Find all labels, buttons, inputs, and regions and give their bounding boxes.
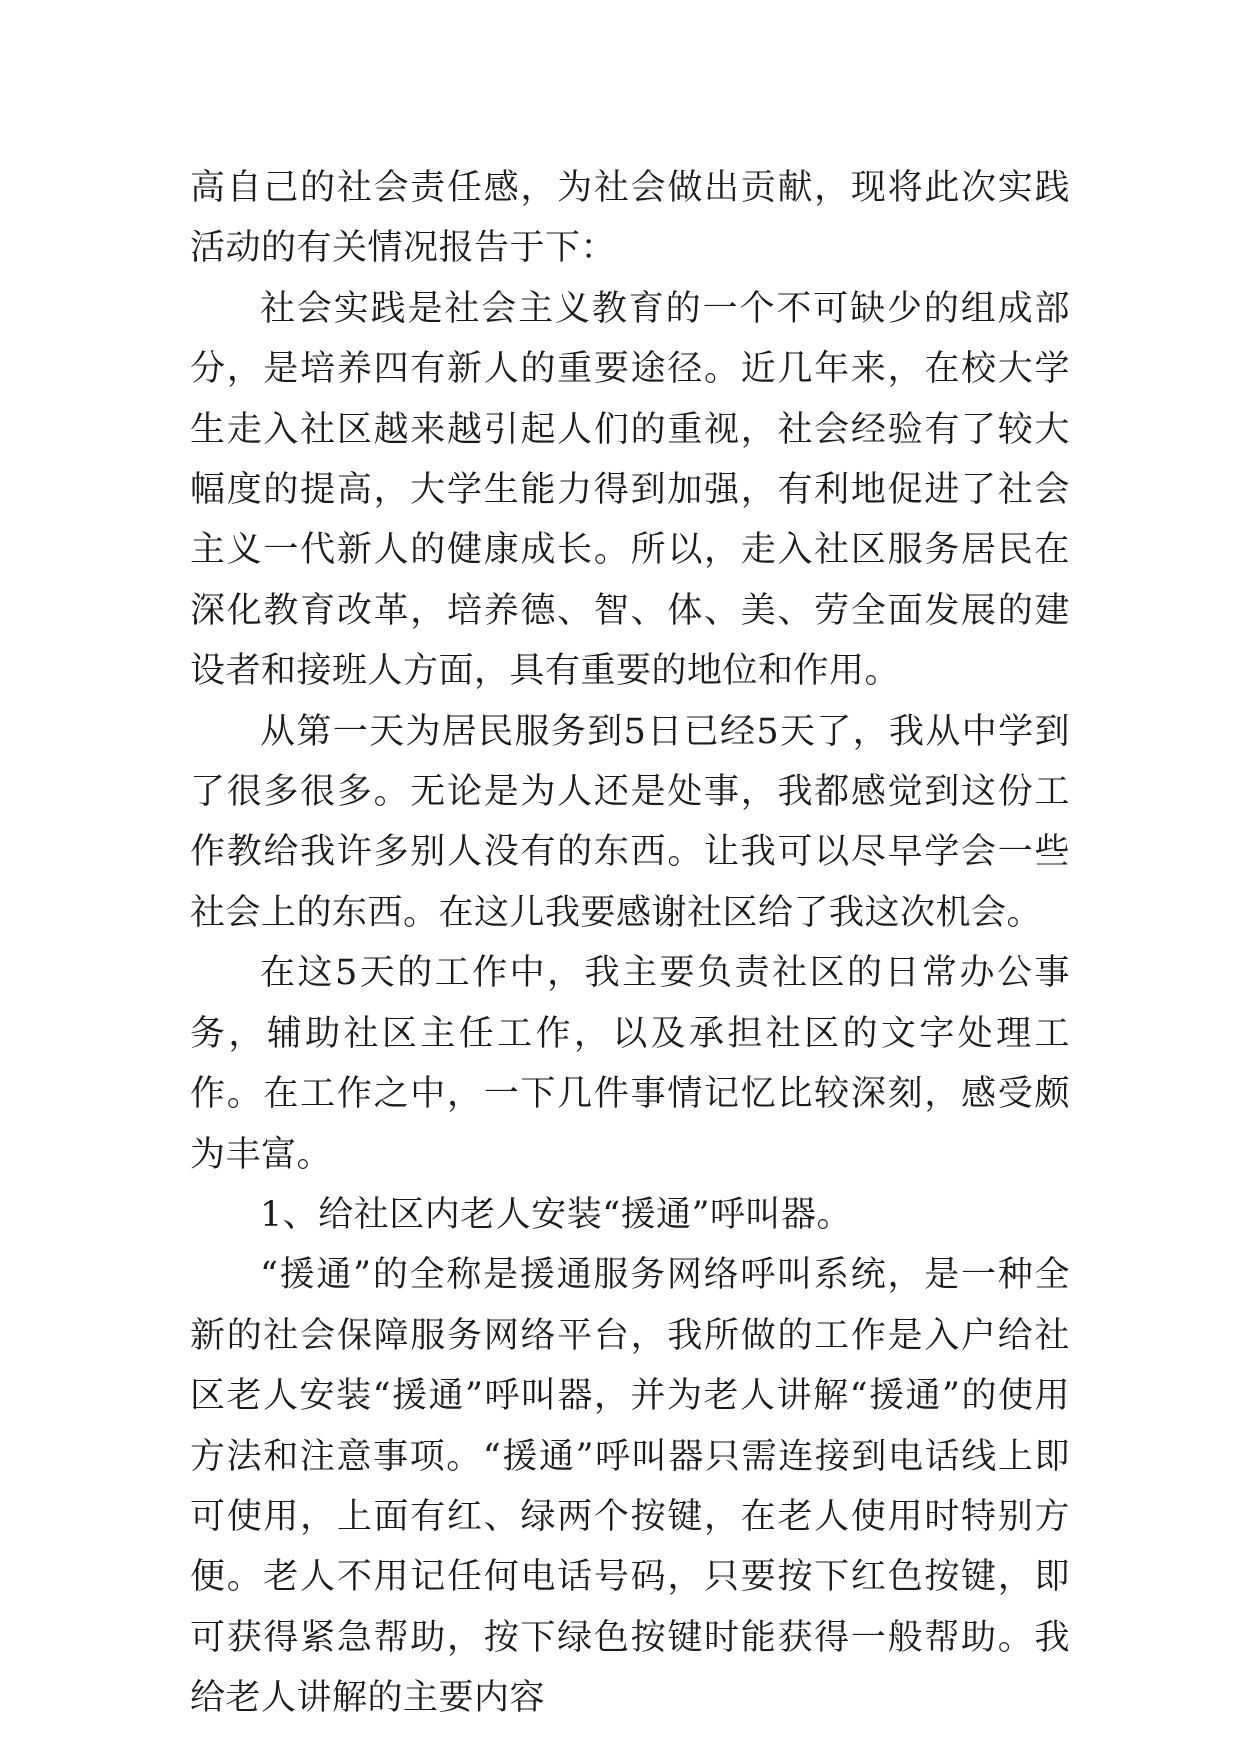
section-heading-yuantong: 1、给社区内老人安装“援通”呼叫器。 — [260, 1194, 853, 1235]
document-body — [190, 158, 1070, 1729]
paragraph-first-day: 从第一天为居民服务到5日已经5天了，我从中学到了很多很多。无论是为人还是处事，我都感觉到这份工作教给我许多别人没有的东西。让我可以尽早学会一些社会上的东西。在这儿我要感谢社区给了我这次机会。 — [190, 711, 1070, 933]
paragraph-yuantong-description: “援通”的全称是援通服务网络呼叫系统，是一种全新的社会保障服务网络平台，我所做的工作是入户给社区老人安装“援通”呼叫器，并为老人讲解“援通”的使用方法和注意事项。“援通”呼叫器只需连接到电话线上即可使用，上面有红、绿两个按键，在老人使用时特别方便。老人不用记任何电话号码，只要按下红色按键，即可获得紧急帮助，按下绿色按键时能获得一般帮助。我给老人讲解的主要内容 — [190, 1255, 1070, 1719]
paragraph-continuation: 高自己的社会责任感，为社会做出贡献，现将此次实践活动的有关情况报告于下： — [190, 168, 1070, 269]
paragraph-social-practice: 社会实践是社会主义教育的一个不可缺少的组成部分，是培养四有新人的重要途径。近几年来，在校大学生走入社区越来越引起人们的重视，社会经验有了较大幅度的提高，大学生能力得到加强，有利地促进了社会主义一代新人的健康成长。所以，走入社区服务居民在深化教育改革，培养德、智、体、美、劳全面发展的建设者和接班人方面，具有重要的地位和作用。 — [190, 288, 1070, 692]
paragraph-five-days-work: 在这5天的工作中，我主要负责社区的日常办公事务，辅助社区主任工作，以及承担社区的文字处理工作。在工作之中，一下几件事情记忆比较深刻，感受颇为丰富。 — [190, 953, 1070, 1175]
